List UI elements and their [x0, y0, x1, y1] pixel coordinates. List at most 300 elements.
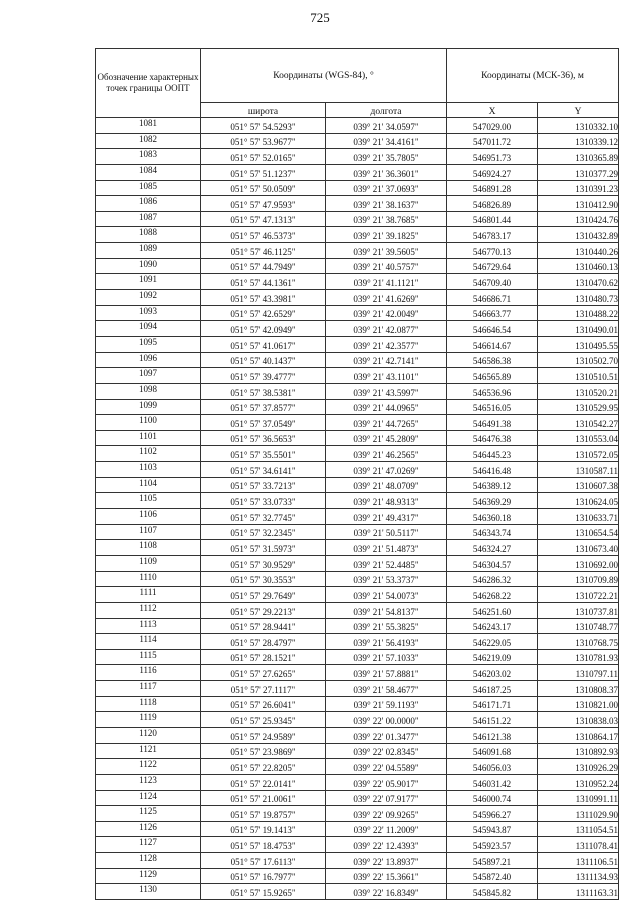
point-id-cell: 1126 — [96, 821, 201, 837]
latitude-cell: 051° 57' 30.9529" — [201, 555, 326, 571]
point-id-cell: 1129 — [96, 868, 201, 884]
point-id-cell: 1097 — [96, 368, 201, 384]
point-id-cell: 1115 — [96, 649, 201, 665]
latitude-cell: 051° 57' 22.0141" — [201, 774, 326, 790]
latitude-cell: 051° 57' 28.9441" — [201, 618, 326, 634]
x-cell: 545923.57 — [447, 837, 538, 853]
table-row — [96, 540, 619, 556]
x-cell: 546251.60 — [447, 602, 538, 618]
table-row — [96, 336, 619, 352]
point-id-cell: 1088 — [96, 227, 201, 243]
y-cell: 1310480.73 — [538, 290, 619, 306]
longitude-cell: 039° 21' 58.4677" — [326, 681, 447, 697]
longitude-cell: 039° 22' 16.8349" — [326, 884, 447, 900]
latitude-cell: 051° 57' 46.5373" — [201, 227, 326, 243]
y-cell: 1310722.21 — [538, 587, 619, 603]
point-id-cell: 1098 — [96, 383, 201, 399]
point-id-cell: 1116 — [96, 665, 201, 681]
point-id-cell: 1127 — [96, 837, 201, 853]
latitude-cell: 051° 57' 27.1117" — [201, 681, 326, 697]
longitude-cell: 039° 21' 34.4161" — [326, 133, 447, 149]
point-id-cell: 1095 — [96, 336, 201, 352]
table-row — [96, 618, 619, 634]
table-row — [96, 806, 619, 822]
y-cell: 1310892.93 — [538, 743, 619, 759]
latitude-cell: 051° 57' 36.5653" — [201, 430, 326, 446]
x-cell: 546171.71 — [447, 696, 538, 712]
longitude-cell: 039° 21' 39.5605" — [326, 243, 447, 259]
point-id-cell: 1102 — [96, 446, 201, 462]
latitude-cell: 051° 57' 34.6141" — [201, 462, 326, 478]
x-cell: 546586.38 — [447, 352, 538, 368]
table-row — [96, 837, 619, 853]
longitude-cell: 039° 21' 42.7141" — [326, 352, 447, 368]
latitude-cell: 051° 57' 18.4753" — [201, 837, 326, 853]
latitude-cell: 051° 57' 27.6265" — [201, 665, 326, 681]
table-row — [96, 712, 619, 728]
x-cell: 546891.28 — [447, 180, 538, 196]
y-cell: 1310991.11 — [538, 790, 619, 806]
y-cell: 1310572.05 — [538, 446, 619, 462]
point-id-cell: 1103 — [96, 462, 201, 478]
point-id-cell: 1086 — [96, 196, 201, 212]
table-row — [96, 321, 619, 337]
x-cell: 546369.29 — [447, 493, 538, 509]
point-id-cell: 1084 — [96, 164, 201, 180]
latitude-cell: 051° 57' 41.0617" — [201, 336, 326, 352]
longitude-cell: 039° 21' 53.3737" — [326, 571, 447, 587]
table-row — [96, 462, 619, 478]
table-body — [96, 118, 619, 900]
table-row — [96, 649, 619, 665]
point-id-cell: 1125 — [96, 806, 201, 822]
point-id-cell: 1093 — [96, 305, 201, 321]
longitude-cell: 039° 21' 39.1825" — [326, 227, 447, 243]
y-cell: 1310553.04 — [538, 430, 619, 446]
x-cell: 545845.82 — [447, 884, 538, 900]
table-row — [96, 415, 619, 431]
table-row — [96, 743, 619, 759]
point-id-cell: 1121 — [96, 743, 201, 759]
latitude-cell: 051° 57' 28.1521" — [201, 649, 326, 665]
y-cell: 1310470.62 — [538, 274, 619, 290]
x-cell: 546729.64 — [447, 258, 538, 274]
point-id-cell: 1085 — [96, 180, 201, 196]
y-cell: 1310926.29 — [538, 759, 619, 775]
point-id-cell: 1092 — [96, 290, 201, 306]
y-cell: 1310768.75 — [538, 634, 619, 650]
longitude-cell: 039° 21' 41.1121" — [326, 274, 447, 290]
longitude-cell: 039° 21' 43.5997" — [326, 383, 447, 399]
x-cell: 546203.02 — [447, 665, 538, 681]
x-cell: 546801.44 — [447, 211, 538, 227]
table-row — [96, 587, 619, 603]
latitude-cell: 051° 57' 33.7213" — [201, 477, 326, 493]
longitude-cell: 039° 22' 04.5589" — [326, 759, 447, 775]
point-id-cell: 1104 — [96, 477, 201, 493]
longitude-cell: 039° 22' 01.3477" — [326, 727, 447, 743]
y-cell: 1310529.95 — [538, 399, 619, 415]
table-row — [96, 305, 619, 321]
x-cell: 546286.32 — [447, 571, 538, 587]
x-cell: 546389.12 — [447, 477, 538, 493]
x-cell: 546187.25 — [447, 681, 538, 697]
latitude-cell: 051° 57' 23.9869" — [201, 743, 326, 759]
table-row — [96, 383, 619, 399]
point-id-cell: 1128 — [96, 853, 201, 869]
x-cell: 546031.42 — [447, 774, 538, 790]
longitude-cell: 039° 21' 54.8137" — [326, 602, 447, 618]
point-id-cell: 1091 — [96, 274, 201, 290]
table-row — [96, 602, 619, 618]
x-cell: 546243.17 — [447, 618, 538, 634]
latitude-cell: 051° 57' 37.8577" — [201, 399, 326, 415]
latitude-cell: 051° 57' 47.1313" — [201, 211, 326, 227]
x-cell: 546056.03 — [447, 759, 538, 775]
latitude-cell: 051° 57' 16.7977" — [201, 868, 326, 884]
latitude-cell: 051° 57' 32.2345" — [201, 524, 326, 540]
table-row — [96, 727, 619, 743]
x-cell: 546491.38 — [447, 415, 538, 431]
longitude-cell: 039° 21' 56.4193" — [326, 634, 447, 650]
longitude-cell: 039° 21' 57.8881" — [326, 665, 447, 681]
y-cell: 1310692.00 — [538, 555, 619, 571]
point-id-cell: 1112 — [96, 602, 201, 618]
header-wgs: Координаты (WGS-84), ° — [201, 49, 447, 103]
point-id-cell: 1081 — [96, 118, 201, 134]
latitude-cell: 051° 57' 25.9345" — [201, 712, 326, 728]
table-row — [96, 164, 619, 180]
table-row — [96, 149, 619, 165]
table-row — [96, 509, 619, 525]
y-cell: 1310808.37 — [538, 681, 619, 697]
latitude-cell: 051° 57' 42.6529" — [201, 305, 326, 321]
page-number: 725 — [310, 10, 330, 25]
y-cell: 1310510.51 — [538, 368, 619, 384]
table-row — [96, 211, 619, 227]
longitude-cell: 039° 22' 15.3661" — [326, 868, 447, 884]
latitude-cell: 051° 57' 19.1413" — [201, 821, 326, 837]
table-row — [96, 180, 619, 196]
y-cell: 1310587.11 — [538, 462, 619, 478]
latitude-cell: 051° 57' 21.0061" — [201, 790, 326, 806]
point-id-cell: 1114 — [96, 634, 201, 650]
y-cell: 1310864.17 — [538, 727, 619, 743]
y-cell: 1311054.51 — [538, 821, 619, 837]
longitude-cell: 039° 21' 59.1193" — [326, 696, 447, 712]
point-id-cell: 1096 — [96, 352, 201, 368]
latitude-cell: 051° 57' 54.5293" — [201, 118, 326, 134]
longitude-cell: 039° 22' 11.2009" — [326, 821, 447, 837]
x-cell: 546360.18 — [447, 509, 538, 525]
table-row — [96, 853, 619, 869]
y-cell: 1310748.77 — [538, 618, 619, 634]
point-id-cell: 1083 — [96, 149, 201, 165]
latitude-cell: 051° 57' 53.9677" — [201, 133, 326, 149]
x-cell: 546268.22 — [447, 587, 538, 603]
point-id-cell: 1089 — [96, 243, 201, 259]
longitude-cell: 039° 22' 02.8345" — [326, 743, 447, 759]
latitude-cell: 051° 57' 39.4777" — [201, 368, 326, 384]
y-cell: 1310502.70 — [538, 352, 619, 368]
y-cell: 1310488.22 — [538, 305, 619, 321]
point-id-cell: 1106 — [96, 509, 201, 525]
latitude-cell: 051° 57' 37.0549" — [201, 415, 326, 431]
x-cell: 546614.67 — [447, 336, 538, 352]
longitude-cell: 039° 21' 46.2565" — [326, 446, 447, 462]
table-row — [96, 274, 619, 290]
table-row — [96, 352, 619, 368]
longitude-cell: 039° 21' 44.7265" — [326, 415, 447, 431]
y-cell: 1311163.31 — [538, 884, 619, 900]
x-cell: 546951.73 — [447, 149, 538, 165]
point-id-cell: 1117 — [96, 681, 201, 697]
point-id-cell: 1108 — [96, 540, 201, 556]
x-cell: 545872.40 — [447, 868, 538, 884]
latitude-cell: 051° 57' 44.7949" — [201, 258, 326, 274]
y-cell: 1310737.81 — [538, 602, 619, 618]
point-id-cell: 1123 — [96, 774, 201, 790]
y-cell: 1310797.11 — [538, 665, 619, 681]
latitude-cell: 051° 57' 50.0509" — [201, 180, 326, 196]
table-row — [96, 759, 619, 775]
x-cell: 546000.74 — [447, 790, 538, 806]
table-row — [96, 258, 619, 274]
y-cell: 1310624.05 — [538, 493, 619, 509]
header-x: X — [447, 103, 538, 118]
x-cell: 546304.57 — [447, 555, 538, 571]
longitude-cell: 039° 21' 36.3601" — [326, 164, 447, 180]
longitude-cell: 039° 21' 38.7685" — [326, 211, 447, 227]
longitude-cell: 039° 21' 55.3825" — [326, 618, 447, 634]
longitude-cell: 039° 21' 42.0049" — [326, 305, 447, 321]
point-id-cell: 1130 — [96, 884, 201, 900]
y-cell: 1310490.01 — [538, 321, 619, 337]
latitude-cell: 051° 57' 31.5973" — [201, 540, 326, 556]
latitude-cell: 051° 57' 52.0165" — [201, 149, 326, 165]
latitude-cell: 051° 57' 15.9265" — [201, 884, 326, 900]
x-cell: 546770.13 — [447, 243, 538, 259]
table-row — [96, 196, 619, 212]
y-cell: 1310709.89 — [538, 571, 619, 587]
table-row — [96, 227, 619, 243]
longitude-cell: 039° 21' 38.1637" — [326, 196, 447, 212]
latitude-cell: 051° 57' 40.1437" — [201, 352, 326, 368]
table-row — [96, 868, 619, 884]
table-row — [96, 790, 619, 806]
longitude-cell: 039° 21' 42.0877" — [326, 321, 447, 337]
table-row — [96, 696, 619, 712]
x-cell: 546151.22 — [447, 712, 538, 728]
point-id-cell: 1120 — [96, 727, 201, 743]
point-id-cell: 1119 — [96, 712, 201, 728]
table-row — [96, 118, 619, 134]
longitude-cell: 039° 21' 54.0073" — [326, 587, 447, 603]
y-cell: 1311106.51 — [538, 853, 619, 869]
point-id-cell: 1118 — [96, 696, 201, 712]
table-row — [96, 571, 619, 587]
table-row — [96, 430, 619, 446]
x-cell: 545943.87 — [447, 821, 538, 837]
x-cell: 546646.54 — [447, 321, 538, 337]
table-row — [96, 399, 619, 415]
x-cell: 546445.23 — [447, 446, 538, 462]
point-id-cell: 1101 — [96, 430, 201, 446]
longitude-cell: 039° 22' 00.0000" — [326, 712, 447, 728]
longitude-cell: 039° 21' 40.5757" — [326, 258, 447, 274]
y-cell: 1310460.13 — [538, 258, 619, 274]
point-id-cell: 1094 — [96, 321, 201, 337]
table-row — [96, 493, 619, 509]
y-cell: 1310821.00 — [538, 696, 619, 712]
y-cell: 1310838.03 — [538, 712, 619, 728]
table-row — [96, 133, 619, 149]
x-cell: 546476.38 — [447, 430, 538, 446]
header-longitude: долгота — [326, 103, 447, 118]
x-cell: 546783.17 — [447, 227, 538, 243]
header-y: Y — [538, 103, 619, 118]
table-row — [96, 681, 619, 697]
longitude-cell: 039° 21' 57.1033" — [326, 649, 447, 665]
x-cell: 545966.27 — [447, 806, 538, 822]
table-row — [96, 446, 619, 462]
latitude-cell: 051° 57' 29.2213" — [201, 602, 326, 618]
latitude-cell: 051° 57' 38.5381" — [201, 383, 326, 399]
x-cell: 546663.77 — [447, 305, 538, 321]
x-cell: 545897.21 — [447, 853, 538, 869]
table-row — [96, 884, 619, 900]
x-cell: 547011.72 — [447, 133, 538, 149]
y-cell: 1310654.54 — [538, 524, 619, 540]
longitude-cell: 039° 21' 48.9313" — [326, 493, 447, 509]
point-id-cell: 1122 — [96, 759, 201, 775]
latitude-cell: 051° 57' 17.6113" — [201, 853, 326, 869]
point-id-cell: 1111 — [96, 587, 201, 603]
table-row — [96, 555, 619, 571]
y-cell: 1310365.89 — [538, 149, 619, 165]
point-id-cell: 1100 — [96, 415, 201, 431]
header-msk: Координаты (МСК-36), м — [447, 49, 619, 103]
latitude-cell: 051° 57' 43.3981" — [201, 290, 326, 306]
point-id-cell: 1105 — [96, 493, 201, 509]
latitude-cell: 051° 57' 26.6041" — [201, 696, 326, 712]
x-cell: 546516.05 — [447, 399, 538, 415]
latitude-cell: 051° 57' 46.1125" — [201, 243, 326, 259]
x-cell: 546229.05 — [447, 634, 538, 650]
header-latitude: широта — [201, 103, 326, 118]
table-row — [96, 634, 619, 650]
y-cell: 1310432.89 — [538, 227, 619, 243]
y-cell: 1310520.21 — [538, 383, 619, 399]
longitude-cell: 039° 21' 35.7805" — [326, 149, 447, 165]
y-cell: 1310332.10 — [538, 118, 619, 134]
point-id-cell: 1082 — [96, 133, 201, 149]
latitude-cell: 051° 57' 19.8757" — [201, 806, 326, 822]
y-cell: 1310673.40 — [538, 540, 619, 556]
y-cell: 1310440.26 — [538, 243, 619, 259]
longitude-cell: 039° 21' 34.0597" — [326, 118, 447, 134]
table-row — [96, 368, 619, 384]
x-cell: 546091.68 — [447, 743, 538, 759]
y-cell: 1310633.71 — [538, 509, 619, 525]
point-id-cell: 1113 — [96, 618, 201, 634]
y-cell: 1310412.90 — [538, 196, 619, 212]
longitude-cell: 039° 21' 41.6269" — [326, 290, 447, 306]
y-cell: 1311134.93 — [538, 868, 619, 884]
longitude-cell: 039° 21' 43.1101" — [326, 368, 447, 384]
point-id-cell: 1099 — [96, 399, 201, 415]
point-id-cell: 1124 — [96, 790, 201, 806]
longitude-cell: 039° 21' 44.0965" — [326, 399, 447, 415]
latitude-cell: 051° 57' 51.1237" — [201, 164, 326, 180]
coordinates-table — [95, 48, 619, 900]
x-cell: 546924.27 — [447, 164, 538, 180]
latitude-cell: 051° 57' 47.9593" — [201, 196, 326, 212]
point-id-cell: 1087 — [96, 211, 201, 227]
y-cell: 1310495.55 — [538, 336, 619, 352]
x-cell: 546219.09 — [447, 649, 538, 665]
header-point-label: Обозначение характерных точек границы ООПТ — [97, 72, 199, 93]
y-cell: 1310781.93 — [538, 649, 619, 665]
longitude-cell: 039° 22' 12.4393" — [326, 837, 447, 853]
table-row — [96, 243, 619, 259]
y-cell: 1311029.90 — [538, 806, 619, 822]
point-id-cell: 1110 — [96, 571, 201, 587]
x-cell: 546343.74 — [447, 524, 538, 540]
longitude-cell: 039° 21' 51.4873" — [326, 540, 447, 556]
x-cell: 546324.27 — [447, 540, 538, 556]
longitude-cell: 039° 22' 13.8937" — [326, 853, 447, 869]
table-row — [96, 665, 619, 681]
point-id-cell: 1107 — [96, 524, 201, 540]
x-cell: 546536.96 — [447, 383, 538, 399]
longitude-cell: 039° 22' 09.9265" — [326, 806, 447, 822]
longitude-cell: 039° 22' 05.9017" — [326, 774, 447, 790]
latitude-cell: 051° 57' 29.7649" — [201, 587, 326, 603]
y-cell: 1310339.12 — [538, 133, 619, 149]
longitude-cell: 039° 21' 42.3577" — [326, 336, 447, 352]
y-cell: 1310391.23 — [538, 180, 619, 196]
y-cell: 1310424.76 — [538, 211, 619, 227]
longitude-cell: 039° 21' 52.4485" — [326, 555, 447, 571]
latitude-cell: 051° 57' 32.7745" — [201, 509, 326, 525]
point-id-cell: 1090 — [96, 258, 201, 274]
table-row — [96, 524, 619, 540]
latitude-cell: 051° 57' 42.0949" — [201, 321, 326, 337]
latitude-cell: 051° 57' 28.4797" — [201, 634, 326, 650]
table-row — [96, 290, 619, 306]
latitude-cell: 051° 57' 24.9589" — [201, 727, 326, 743]
y-cell: 1310377.29 — [538, 164, 619, 180]
longitude-cell: 039° 21' 47.0269" — [326, 462, 447, 478]
latitude-cell: 051° 57' 35.5501" — [201, 446, 326, 462]
x-cell: 546121.38 — [447, 727, 538, 743]
x-cell: 546565.89 — [447, 368, 538, 384]
table-row — [96, 477, 619, 493]
longitude-cell: 039° 21' 45.2809" — [326, 430, 447, 446]
longitude-cell: 039° 21' 50.5117" — [326, 524, 447, 540]
x-cell: 546709.40 — [447, 274, 538, 290]
table-row — [96, 821, 619, 837]
latitude-cell: 051° 57' 33.0733" — [201, 493, 326, 509]
latitude-cell: 051° 57' 30.3553" — [201, 571, 326, 587]
y-cell: 1311078.41 — [538, 837, 619, 853]
point-id-cell: 1109 — [96, 555, 201, 571]
y-cell: 1310952.24 — [538, 774, 619, 790]
longitude-cell: 039° 21' 37.0693" — [326, 180, 447, 196]
x-cell: 547029.00 — [447, 118, 538, 134]
longitude-cell: 039° 22' 07.9177" — [326, 790, 447, 806]
